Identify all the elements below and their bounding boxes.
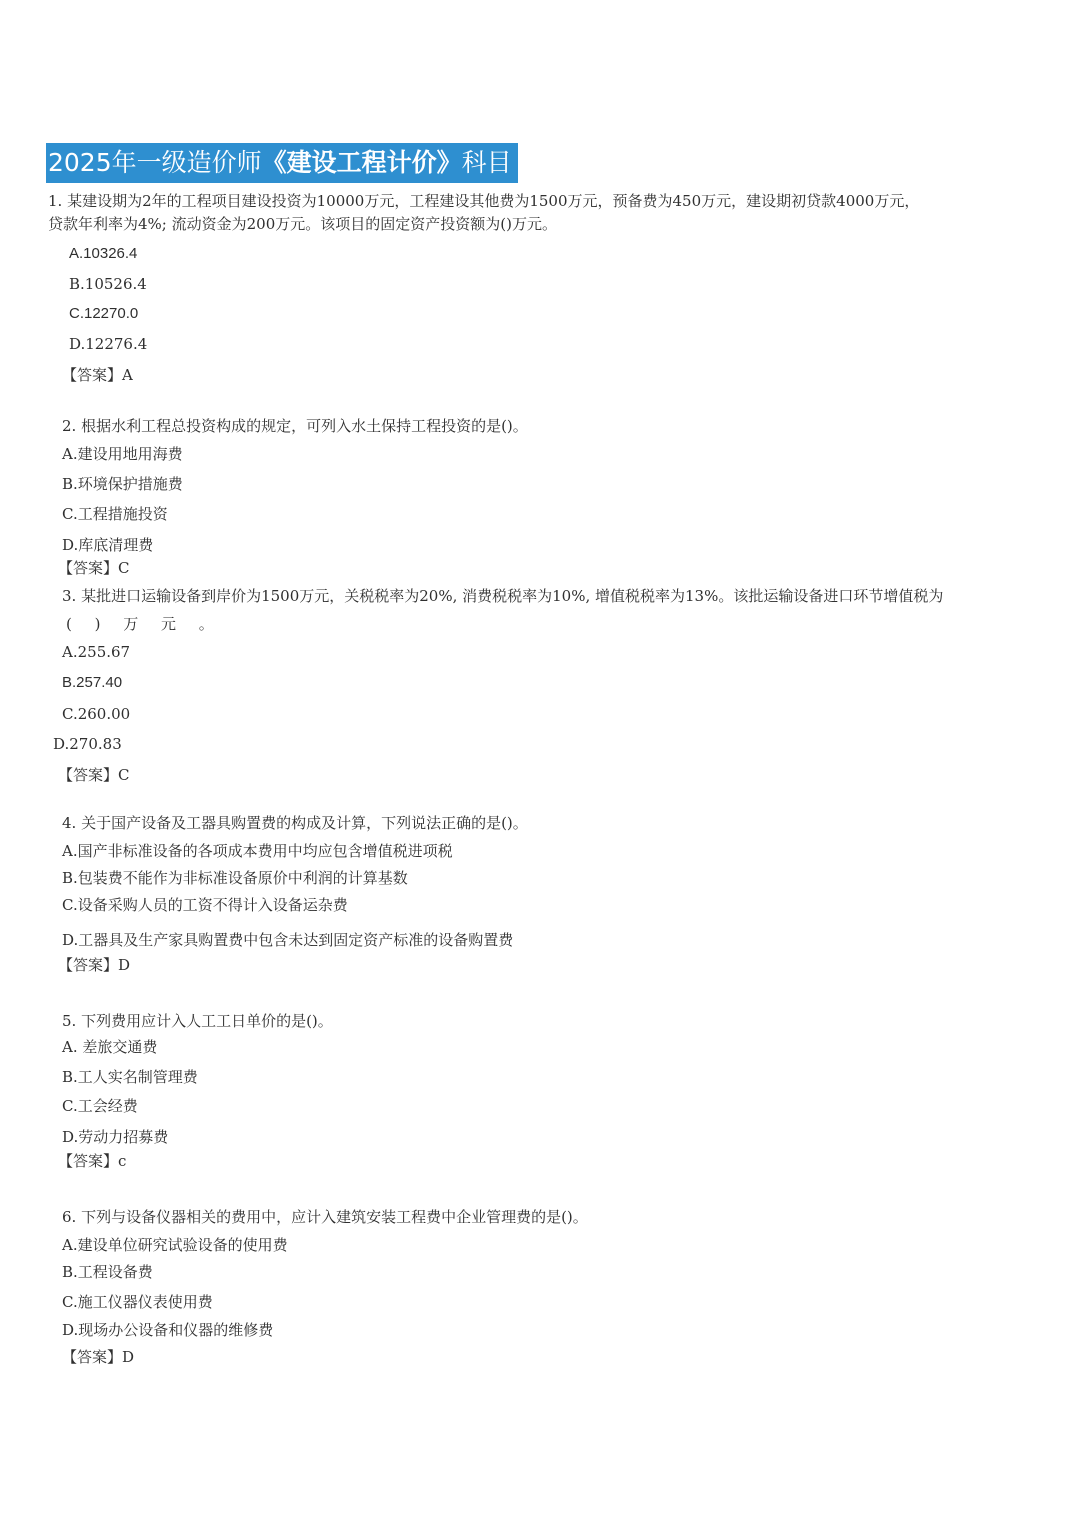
- question-6-option-c: C.施工仪器仪表使用费: [62, 1293, 213, 1311]
- question-1-stem-line-2: 贷款年利率为4%; 流动资金为200万元。该项目的固定资产投资额为()万元。: [48, 215, 557, 233]
- question-3-stem-line-2: ( ) 万 元 。: [66, 615, 223, 633]
- question-6-option-a: A.建设单位研究试验设备的使用费: [62, 1236, 288, 1254]
- question-6-answer: 【答案】D: [62, 1348, 135, 1366]
- question-5-option-d: D.劳动力招募费: [62, 1128, 169, 1146]
- question-4-option-c: C.设备采购人员的工资不得计入设备运杂费: [62, 896, 348, 914]
- question-5-option-c: C.工会经费: [62, 1097, 138, 1115]
- question-3-stem-line-1: 3. 某批进口运输设备到岸价为1500万元，关税税率为20%, 消费税税率为10%, 增值税税率为13%。该批运输设备进口环节增值税为: [62, 587, 944, 605]
- document-title: [46, 143, 518, 183]
- question-5-option-a: A. 差旅交通费: [62, 1038, 158, 1056]
- question-4-answer: 【答案】D: [58, 956, 131, 974]
- question-5-stem-line-1: 5. 下列费用应计入人工工日单价的是()。: [62, 1012, 333, 1030]
- question-1-option-a: A.10326.4: [69, 245, 138, 262]
- question-4-option-d: D.工器具及生产家具购置费中包含未达到固定资产标准的设备购置费: [62, 931, 514, 949]
- question-1-option-b: B.10526.4: [69, 275, 147, 293]
- question-2-option-a: A.建设用地用海费: [62, 445, 183, 463]
- question-4-option-a: A.国产非标准设备的各项成本费用中均应包含增值税进项税: [62, 842, 453, 860]
- question-2-answer: 【答案】C: [58, 559, 130, 577]
- question-1-answer: 【答案】A: [62, 366, 133, 384]
- question-4-option-b: B.包装费不能作为非标准设备原价中利润的计算基数: [62, 869, 408, 887]
- question-6-stem-line-1: 6. 下列与设备仪器相关的费用中，应计入建筑安装工程费中企业管理费的是()。: [62, 1208, 588, 1226]
- question-6-option-b: B.工程设备费: [62, 1263, 153, 1281]
- question-2-option-b: B.环境保护措施费: [62, 475, 183, 493]
- question-3-option-b: B.257.40: [62, 674, 123, 691]
- question-3-answer: 【答案】C: [58, 766, 130, 784]
- question-5-answer: 【答案】c: [58, 1152, 127, 1170]
- question-2-option-d: D.库底清理费: [62, 536, 154, 554]
- title-suffix: 科目: [461, 148, 512, 177]
- title-subject: 《建设工程计价》: [261, 148, 462, 177]
- question-1-stem-line-1: 1. 某建设期为2年的工程项目建设投资为10000万元，工程建设其他费为1500万元，预备费为450万元，建设期初贷款4000万元，: [48, 192, 920, 210]
- question-3-option-a: A.255.67: [62, 643, 131, 661]
- question-5-option-b: B.工人实名制管理费: [62, 1068, 198, 1086]
- question-2-option-c: C.工程措施投资: [62, 505, 168, 523]
- question-2-stem-line-1: 2. 根据水利工程总投资构成的规定，可列入水土保持工程投资的是()。: [62, 417, 528, 435]
- title-prefix: 2025年一级造价师: [48, 148, 262, 177]
- question-1-option-d: D.12276.4: [69, 335, 148, 353]
- question-3-option-d: D.270.83: [53, 735, 122, 753]
- question-1-option-c: C.12270.0: [69, 305, 139, 322]
- question-3-option-c: C.260.00: [62, 705, 131, 723]
- question-4-stem-line-1: 4. 关于国产设备及工器具购置费的构成及计算，下列说法正确的是()。: [62, 814, 528, 832]
- question-6-option-d: D.现场办公设备和仪器的维修费: [62, 1321, 274, 1339]
